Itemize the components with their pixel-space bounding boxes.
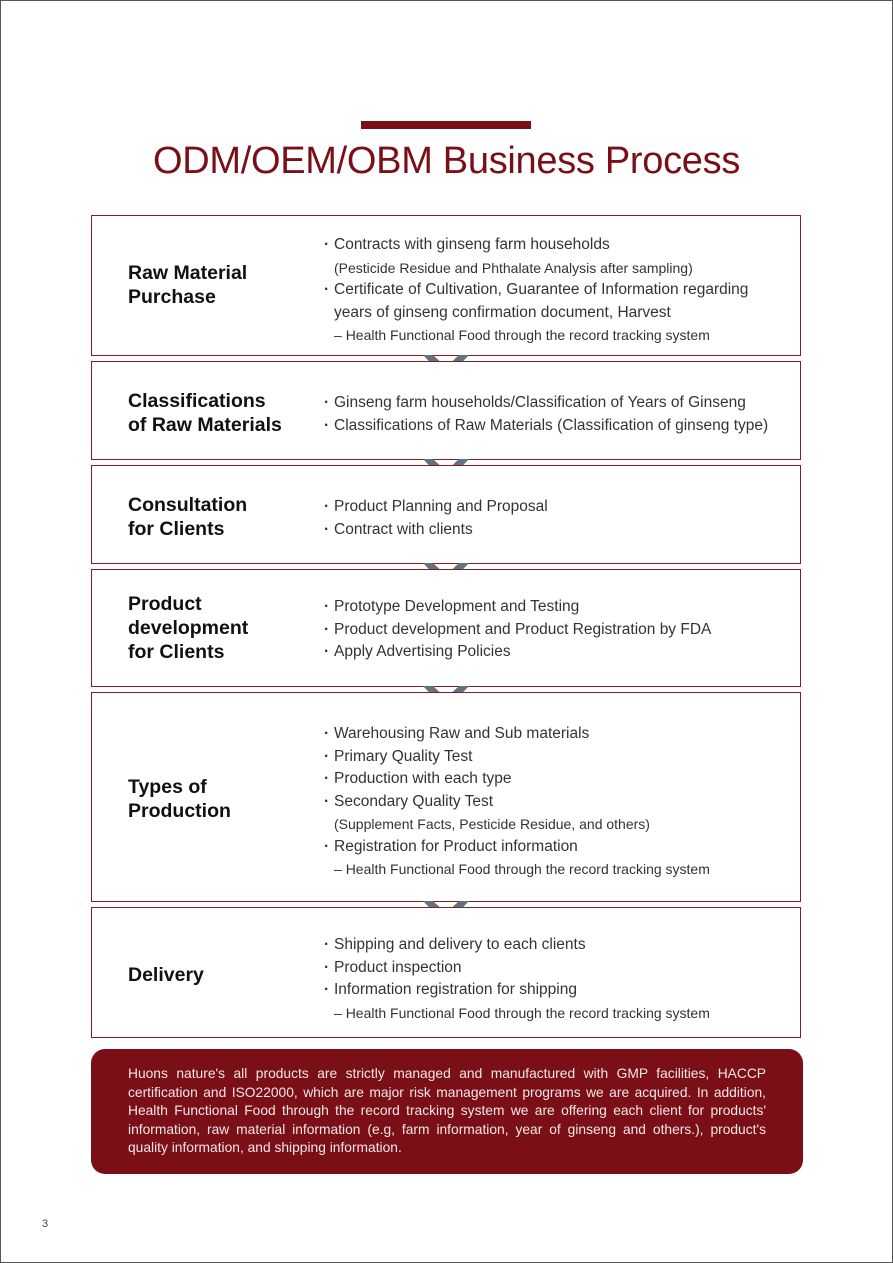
step-title-line: Raw Material — [128, 262, 248, 284]
step-title — [128, 775, 231, 823]
process-step-box — [91, 692, 801, 902]
step-title — [128, 592, 248, 664]
step-item-detail: (Pesticide Residue and Phthalate Analysis after sampling) — [334, 259, 693, 276]
step-item: · Information registration for shipping — [324, 979, 710, 1002]
step-title-line: Product — [128, 593, 202, 615]
step-items — [324, 234, 748, 347]
title-accent-bar — [361, 121, 531, 129]
step-title — [128, 389, 282, 437]
step-items — [324, 496, 548, 541]
process-step-box — [91, 907, 801, 1038]
step-item: · Registration for Product information — [324, 836, 710, 859]
step-items — [324, 596, 711, 664]
step-item-detail: (Supplement Facts, Pesticide Residue, and others) — [334, 816, 650, 832]
step-item: · Product development and Product Registration by FDA — [324, 619, 711, 642]
step-items — [324, 934, 710, 1024]
step-item: · Classifications of Raw Materials (Classification of ginseng type) — [324, 415, 768, 438]
step-item: · Secondary Quality Test — [324, 791, 710, 814]
step-item: · Primary Quality Test — [324, 746, 710, 769]
step-title-line: of Raw Materials — [128, 414, 282, 436]
footer-note-box — [91, 1049, 803, 1174]
step-title — [128, 493, 247, 541]
step-item: · Shipping and delivery to each clients — [324, 934, 710, 957]
footer-note-text: Huons nature's all products are strictly managed and manufactured with GMP facilities, HACCP certification and ISO22000, which are major risk management programs we are acquired. In addition, Health Functional Food through the record tracking system we are offering each client for products' information, raw material information (e.g, farm information, year of ginseng and others.), product's quality information, and shipping information. — [128, 1066, 766, 1155]
process-step-box — [91, 361, 801, 460]
step-item-note: – Health Functional Food through the record tracking system — [324, 858, 710, 881]
step-item: · Production with each type — [324, 768, 710, 791]
process-step-box — [91, 569, 801, 687]
step-title-line: Consultation — [128, 494, 248, 516]
step-title-line: Classifications — [128, 390, 266, 412]
page-title: ODM/OEM/OBM Business Process — [152, 140, 741, 182]
step-title-line: Purchase — [128, 286, 216, 308]
step-title-line: Types of — [128, 776, 207, 798]
page-number: 3 — [42, 1218, 49, 1230]
step-title-line: for Clients — [128, 641, 225, 663]
step-title-line: Production — [128, 800, 231, 822]
step-items — [324, 723, 710, 881]
step-title-line: for Clients — [128, 518, 225, 540]
step-item-note: – Health Functional Food through the record tracking system — [324, 1002, 710, 1025]
step-item: · Contract with clients — [324, 519, 548, 542]
step-items — [324, 392, 768, 437]
step-title — [128, 963, 204, 987]
step-item: · Ginseng farm households/Classification of Years of Ginseng — [324, 392, 768, 415]
step-title-line: Delivery — [128, 964, 204, 986]
process-step-box — [91, 215, 801, 356]
step-title-line: development — [128, 617, 249, 639]
step-item: · Product Planning and Proposal — [324, 496, 548, 519]
step-item: · Product inspection — [324, 957, 710, 980]
step-item: · Certificate of Cultivation, Guarantee of Information regarding — [324, 279, 748, 302]
step-item: · Warehousing Raw and Sub materials — [324, 723, 710, 746]
step-item-note: – Health Functional Food through the record tracking system — [324, 324, 748, 347]
step-item: · Contracts with ginseng farm households — [324, 234, 748, 257]
step-item: · Prototype Development and Testing — [324, 596, 711, 619]
step-item: years of ginseng confirmation document, Harvest — [334, 303, 671, 321]
process-step-box — [91, 465, 801, 564]
step-item: · Apply Advertising Policies — [324, 641, 711, 664]
step-title — [128, 261, 247, 309]
